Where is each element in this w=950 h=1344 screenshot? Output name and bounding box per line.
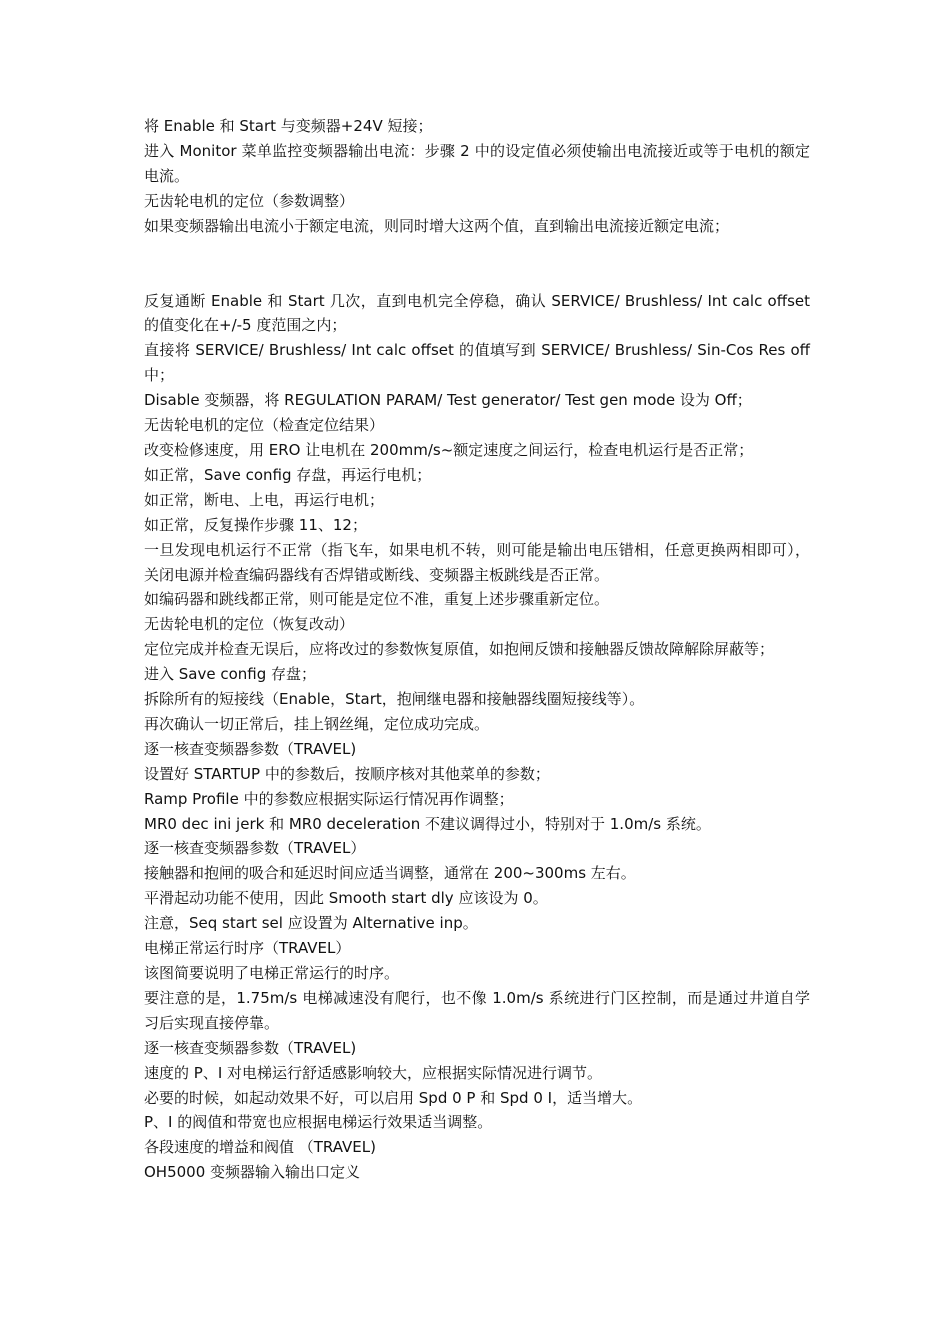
text-line: 如正常，断电、上电，再运行电机；	[144, 490, 385, 509]
text-line: 注意，Seq start sel 应设置为 Alternative inp。	[144, 914, 478, 933]
text-line: 该图简要说明了电梯正常运行的时序。	[144, 964, 400, 982]
section-heading: OH5000 变频器输入输出口定义	[144, 1163, 361, 1182]
text-line: 如正常，反复操作步骤 11、12；	[144, 515, 367, 534]
text-line: 速度的 P、I 对电梯运行舒适感影响较大，应根据实际情况进行调节。	[144, 1063, 603, 1082]
text-line: 进入 Monitor 菜单监控变频器输出电流：步骤 2 中的设定值必须使输出电流接近或等于电机的额定电流。	[144, 141, 810, 185]
text-line: 如果变频器输出电流小于额定电流，则同时增大这两个值，直到输出电流接近额定电流；	[144, 216, 730, 235]
text-line: 进入 Save config 存盘；	[144, 665, 317, 684]
section-heading: 逐一核查变频器参数（TRAVEL）	[144, 839, 366, 858]
section-heading: 无齿轮电机的定位（参数调整）	[144, 191, 355, 210]
text-line: 如正常，Save config 存盘，再运行电机；	[144, 465, 432, 484]
document-body	[144, 114, 810, 1185]
text-line: 平滑起动功能不使用，因此 Smooth start dly 应该设为 0。	[144, 889, 548, 908]
text-line: 直接将 SERVICE/ Brushless/ Int calc offset 的值填写到 SERVICE/ Brushless/ Sin-Cos Res off 中；	[144, 341, 810, 385]
text-line: 拆除所有的短接线（Enable，Start，抱闸继电器和接触器线圈短接线等）。	[144, 690, 645, 709]
text-line: 要注意的是，1.75m/s 电梯减速没有爬行，也不像 1.0m/s 系统进行门区控制，而是通过井道自学习后实现直接停靠。	[144, 988, 810, 1032]
text-line: MR0 dec ini jerk 和 MR0 deceleration 不建议调得过小，特别对于 1.0m/s 系统。	[144, 814, 711, 833]
section-heading: 逐一核查变频器参数（TRAVEL)	[144, 1038, 357, 1057]
section-heading: 无齿轮电机的定位（检查定位结果）	[144, 416, 385, 435]
text-line: 再次确认一切正常后，挂上钢丝绳，定位成功完成。	[144, 714, 490, 733]
section-heading: 无齿轮电机的定位（恢复改动）	[144, 615, 355, 634]
blank-gap	[144, 239, 810, 289]
section-heading: 电梯正常运行时序（TRAVEL）	[144, 939, 351, 958]
text-line: P、I 的阀值和带宽也应根据电梯运行效果适当调整。	[144, 1113, 493, 1132]
text-line: Disable 变频器，将 REGULATION PARAM/ Test generator/ Test gen mode 设为 Off；	[144, 391, 752, 410]
text-line: 反复通断 Enable 和 Start 几次，直到电机完全停稳，确认 SERVICE/ Brushless/ Int calc offset 的值变化在+/-5 度范围之内；	[144, 291, 810, 335]
text-line: 将 Enable 和 Start 与变频器+24V 短接；	[144, 117, 433, 135]
text-line: 必要的时候，如起动效果不好，可以启用 Spd 0 P 和 Spd 0 I，适当增大。	[144, 1088, 643, 1107]
paragraph-block-1	[144, 114, 810, 239]
text-line: 改变检修速度，用 ERO 让电机在 200mm/s~额定速度之间运行，检查电机运行是否正常；	[144, 440, 754, 459]
text-line: 设置好 STARTUP 中的参数后，按顺序核对其他菜单的参数；	[144, 764, 550, 783]
text-line: 定位完成并检查无误后，应将改过的参数恢复原值，如抱闸反馈和接触器反馈故障解除屏蔽等；	[144, 640, 775, 659]
section-heading: 各段速度的增益和阀值 （TRAVEL)	[144, 1138, 376, 1157]
text-line: 如编码器和跳线都正常，则可能是定位不准，重复上述步骤重新定位。	[144, 590, 610, 609]
text-line: Ramp Profile 中的参数应根据实际运行情况再作调整；	[144, 789, 514, 808]
paragraph-block-2	[144, 289, 810, 1186]
text-line: 一旦发现电机运行不正常（指飞车，如果电机不转，则可能是输出电压错相，任意更换两相即可），关闭电源并检查编码器线有否焊错或断线、变频器主板跳线是否正常。	[144, 540, 810, 584]
text-line: 接触器和抱闸的吸合和延迟时间应适当调整，通常在 200~300ms 左右。	[144, 864, 636, 883]
section-heading: 逐一核查变频器参数（TRAVEL)	[144, 739, 357, 758]
